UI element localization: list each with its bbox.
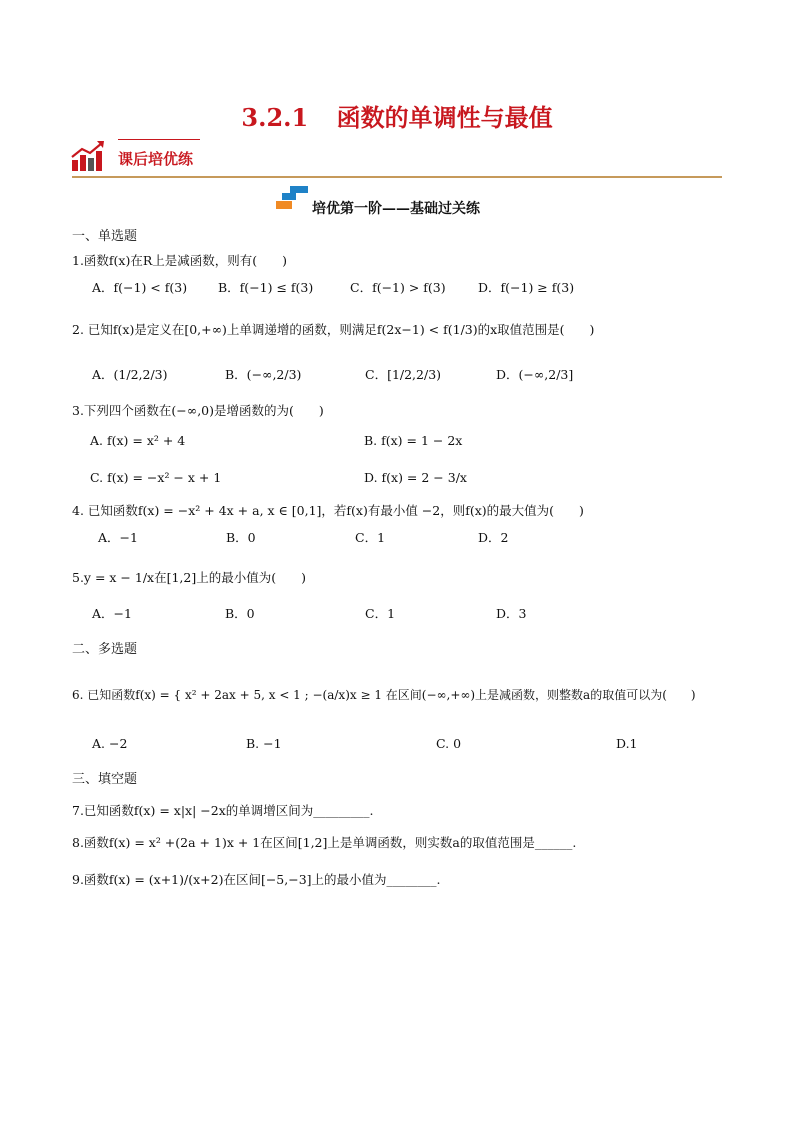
question-4-stem: 4. 已知函数f(x) = −x² + 4x + a, x ∈ [0,1]，若f(x)有最小值 −2，则f(x)的最大值为( ) (72, 503, 584, 518)
page-title (0, 98, 794, 133)
section-number: 3.2.1 (241, 103, 309, 132)
question-6-option-a: A. −2 (92, 736, 128, 751)
question-9-stem: 9.函数f(x) = (x+1)/(x+2)在区间[−5,−3]上的最小值为________. (72, 872, 441, 887)
question-1-option-d: D．f(−1) ≥ f(3) (478, 280, 575, 295)
question-4-option-a: A．−1 (98, 530, 138, 545)
question-3-option-a: A. f(x) = x² + 4 (90, 433, 186, 448)
banner-title: 课后培优练 (118, 150, 194, 168)
question-4-option-c: C．1 (355, 530, 386, 545)
question-1-option-b: B．f(−1) ≤ f(3) (218, 280, 314, 295)
section-heading-multiple-choice: 二、多选题 (72, 642, 138, 657)
growth-chart-icon (70, 140, 106, 172)
subtitle: 培优第一阶——基础过关练 (312, 201, 480, 217)
question-3-option-c: C. f(x) = −x² − x + 1 (90, 470, 222, 485)
question-2-option-c: C．[1/2,2/3) (365, 367, 442, 382)
question-6-option-c: C. 0 (436, 736, 462, 751)
question-2-option-d: D．(−∞,2/3] (496, 367, 574, 382)
question-8-stem: 8.函数f(x) = x² +(2a + 1)x + 1在区间[1,2]上是单调函数，则实数a的取值范围是______. (72, 835, 577, 850)
title-text: 函数的单调性与最值 (336, 103, 553, 132)
question-2-stem: 2. 已知f(x)是定义在[0,+∞)上单调递增的函数，则满足f(2x−1) < f(1/3)的x取值范围是( ) (72, 322, 595, 337)
section-heading-single-choice: 一、单选题 (72, 229, 138, 244)
question-1-stem: 1.函数f(x)在R上是减函数，则有( ) (72, 253, 288, 268)
question-6-stem: 6. 已知函数f(x) = { x² + 2ax + 5, x < 1 ; −(a/x)x ≥ 1 在区间(−∞,+∞)上是减函数，则整数a的取值可以为( ) (72, 688, 696, 702)
question-6-option-d: D.1 (616, 736, 638, 751)
stairs-icon (276, 186, 310, 210)
question-1-option-c: C．f(−1) > f(3) (350, 280, 446, 295)
question-3-option-b: B. f(x) = 1 − 2x (364, 433, 463, 448)
question-4-option-d: D．2 (478, 530, 509, 545)
question-5-option-c: C．1 (365, 606, 396, 621)
question-5-stem: 5.y = x − 1/x在[1,2]上的最小值为( ) (72, 570, 306, 585)
question-3-stem: 3.下列四个函数在(−∞,0)是增函数的为( ) (72, 403, 324, 418)
question-5-option-d: D．3 (496, 606, 527, 621)
question-1-option-a: A．f(−1) < f(3) (92, 280, 188, 295)
question-5-option-b: B．0 (225, 606, 255, 621)
question-6-option-b: B. −1 (246, 736, 282, 751)
question-2-option-a: A．(1/2,2/3) (92, 367, 168, 382)
question-5-option-a: A．−1 (92, 606, 132, 621)
question-2-option-b: B．(−∞,2/3) (225, 367, 302, 382)
section-heading-fill-in: 三、填空题 (72, 772, 138, 787)
question-3-option-d: D. f(x) = 2 − 3/x (364, 470, 467, 485)
header-divider (72, 176, 722, 178)
question-7-stem: 7.已知函数f(x) = x|x| −2x的单调增区间为_________. (72, 803, 374, 818)
banner-top-line (118, 139, 200, 140)
question-4-option-b: B．0 (226, 530, 256, 545)
